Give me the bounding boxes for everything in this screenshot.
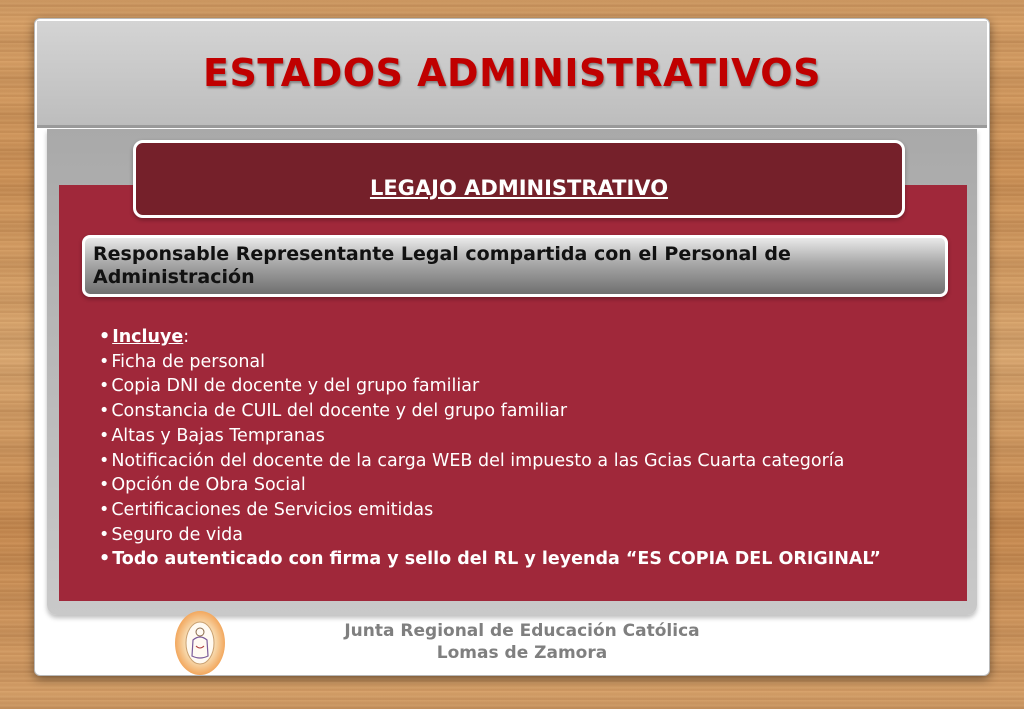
intro-suffix: : (183, 327, 190, 347)
section-header-box (133, 140, 905, 218)
title-bar (37, 21, 987, 128)
list-item: • Seguro de vida (99, 523, 959, 548)
footer-line-1: Junta Regional de Educación Católica (344, 621, 700, 641)
subheader-text: Responsable Representante Legal compartida con el Personal de Administración (93, 243, 791, 288)
list-item: • Copia DNI de docente y del grupo familiar (99, 374, 959, 399)
list-item: • Constancia de CUIL del docente y del grupo familiar (99, 399, 959, 424)
intro-label: Incluye (112, 327, 184, 347)
list-item: • Opción de Obra Social (99, 473, 959, 498)
virgin-mary-medallion-icon (175, 611, 225, 675)
slide (34, 18, 990, 676)
slide-title: ESTADOS ADMINISTRATIVOS (203, 51, 821, 95)
bullet-list (99, 325, 959, 572)
list-item: • Altas y Bajas Tempranas (99, 424, 959, 449)
list-item-intro (99, 325, 959, 350)
list-item: • Ficha de personal (99, 350, 959, 375)
footer (235, 620, 809, 664)
list-item-final: • Todo autenticado con firma y sello del RL y leyenda “ES COPIA DEL ORIGINAL” (99, 547, 959, 572)
footer-line-2: Lomas de Zamora (436, 643, 608, 663)
subheader-box (82, 235, 948, 297)
list-item: • Notificación del docente de la carga WEB del impuesto a las Gcias Cuarta categoría (99, 449, 959, 474)
list-item: • Certificaciones de Servicios emitidas (99, 498, 959, 523)
section-header: LEGAJO ADMINISTRATIVO (369, 176, 669, 200)
